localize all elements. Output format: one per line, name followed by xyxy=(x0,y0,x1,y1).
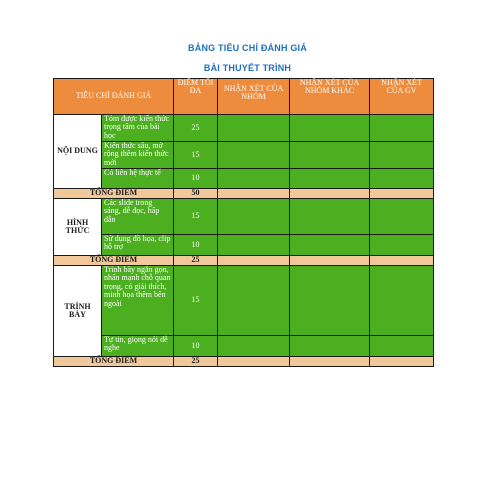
other-group-comment-cell[interactable] xyxy=(290,199,370,235)
section-label: NỘI DUNG xyxy=(54,115,102,189)
header-row xyxy=(54,79,434,115)
criterion-text: Trình bày ngắn gọn, nhấn mạnh chỗ quan trọng, có giải thích, minh họa thêm bên ngoài xyxy=(102,266,174,336)
total-row xyxy=(54,189,434,199)
total-value: 50 xyxy=(174,189,218,199)
group-comment-cell[interactable] xyxy=(218,336,290,357)
total-label: TỔNG ĐIỂM xyxy=(54,189,174,199)
total-row xyxy=(54,256,434,266)
teacher-comment-cell[interactable] xyxy=(370,266,434,336)
table-row xyxy=(54,235,434,256)
other-group-comment-cell[interactable] xyxy=(290,169,370,189)
other-group-comment-cell[interactable] xyxy=(290,142,370,169)
criterion-score: 15 xyxy=(174,266,218,336)
group-comment-cell[interactable] xyxy=(218,235,290,256)
teacher-comment-cell[interactable] xyxy=(370,199,434,235)
teacher-comment-cell[interactable] xyxy=(370,115,434,142)
other-group-comment-cell[interactable] xyxy=(290,266,370,336)
other-group-comment-cell[interactable] xyxy=(290,336,370,357)
teacher-comment-cell[interactable] xyxy=(370,235,434,256)
criterion-score: 10 xyxy=(174,169,218,189)
total-label: TỔNG ĐIỂM xyxy=(54,357,174,367)
criterion-score: 15 xyxy=(174,142,218,169)
header-max-score: ĐIỂM TỐI ĐA xyxy=(174,79,218,115)
table-row xyxy=(54,336,434,357)
section-label: HÌNH THỨC xyxy=(54,199,102,256)
header-other-group-comment: NHẬN XÉT CỦA NHÓM KHÁC xyxy=(290,79,370,115)
group-comment-cell[interactable] xyxy=(218,266,290,336)
section-label: TRÌNH BÀY xyxy=(54,266,102,357)
table-row xyxy=(54,169,434,189)
table-row xyxy=(54,266,434,336)
group-comment-cell[interactable] xyxy=(218,169,290,189)
criterion-text: Sử dụng đồ họa, clip hỗ trợ xyxy=(102,235,174,256)
total-label: TỔNG ĐIỂM xyxy=(54,256,174,266)
total-value: 25 xyxy=(174,357,218,367)
criterion-text: Các slide trong sáng, dễ đọc, hấp dẫn xyxy=(102,199,174,235)
teacher-comment-cell[interactable] xyxy=(370,336,434,357)
table-row xyxy=(54,115,434,142)
teacher-comment-cell[interactable] xyxy=(370,169,434,189)
teacher-comment-cell[interactable] xyxy=(370,142,434,169)
group-comment-cell[interactable] xyxy=(218,199,290,235)
criterion-text: Tóm được kiến thức trọng tâm của bài học xyxy=(102,115,174,142)
table-row xyxy=(54,199,434,235)
header-criteria: TIÊU CHÍ ĐÁNH GIÁ xyxy=(54,79,174,115)
other-group-comment-cell[interactable] xyxy=(290,115,370,142)
other-group-comment-cell[interactable] xyxy=(290,235,370,256)
group-comment-cell[interactable] xyxy=(218,142,290,169)
group-comment-cell[interactable] xyxy=(218,115,290,142)
header-group-comment: NHẬN XÉT CỦA NHÓM xyxy=(218,79,290,115)
page-title: BẢNG TIÊU CHÍ ĐÁNH GIÁ xyxy=(188,43,307,53)
criterion-text: Có liên hệ thực tế xyxy=(102,169,174,189)
header-teacher-comment: NHẬN XÉT CỦA GV xyxy=(370,79,434,115)
criterion-text: Tự tin, giọng nói dễ nghe xyxy=(102,336,174,357)
criterion-score: 10 xyxy=(174,235,218,256)
table-row xyxy=(54,142,434,169)
rubric-table xyxy=(53,78,434,367)
criterion-score: 15 xyxy=(174,199,218,235)
criterion-score: 10 xyxy=(174,336,218,357)
total-row xyxy=(54,357,434,367)
criterion-text: Kiến thức sâu, mở rộng thêm kiến thức mới xyxy=(102,142,174,169)
total-value: 25 xyxy=(174,256,218,266)
criterion-score: 25 xyxy=(174,115,218,142)
page-subtitle: BÀI THUYẾT TRÌNH xyxy=(203,63,292,73)
